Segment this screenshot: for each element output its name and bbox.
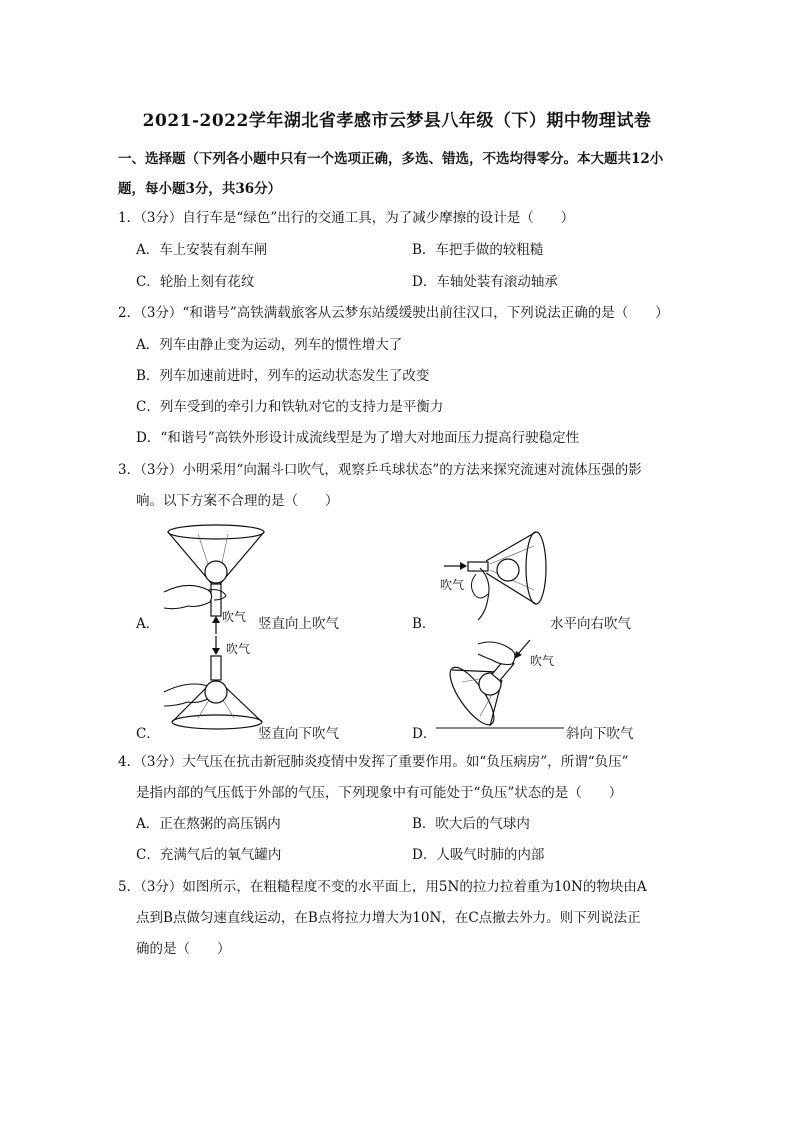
- figure-d-letter: D．: [412, 726, 437, 742]
- figure-c-funnel-down: [158, 634, 268, 732]
- q4-stem-line2: 是指内部的气压低于外部的气压，下列现象中有可能处于“负压”状态的是（ ）: [136, 785, 623, 801]
- section-heading: 一、选择题（下列各小题中只有一个选项正确，多选、错选，不选均得零分。本大题共12小题，每小题3分，共36分）: [118, 151, 664, 197]
- figure-c-letter: C．: [136, 726, 160, 742]
- figure-c-blow-label: 吹气: [226, 642, 251, 656]
- q4-option-c: C．充满气后的氧气罐内: [136, 847, 282, 863]
- q3-stem-line2: 响。以下方案不合理的是（ ）: [136, 493, 339, 509]
- q4-option-b: B．吹大后的气球内: [412, 816, 530, 832]
- q2-option-d: D．“和谐号”高铁外形设计成流线型是为了增大对地面压力提高行驶稳定性: [136, 430, 580, 446]
- figure-a-letter: A．: [136, 616, 160, 632]
- page-title: 2021-2022学年湖北省孝感市云梦县八年级（下）期中物理试卷: [142, 111, 652, 131]
- q1-stem: 1．（3分）自行车是“绿色”出行的交通工具，为了减少摩擦的设计是（ ）: [118, 210, 575, 226]
- q1-option-b: B．车把手做的较粗糙: [412, 242, 544, 258]
- q2-option-b: B．列车加速前进时，列车的运动状态发生了改变: [136, 368, 430, 384]
- figure-b-caption: 水平向右吹气: [550, 616, 631, 632]
- q2-stem: 2．（3分）“和谐号”高铁满载旅客从云梦东站缓缓驶出前往汉口，下列说法正确的是（ ）: [118, 305, 669, 321]
- q2-option-c: C．列车受到的牵引力和铁轨对它的支持力是平衡力: [136, 399, 444, 415]
- figure-a-blow-label: 吹气: [222, 610, 247, 624]
- figure-b-letter: B．: [412, 616, 436, 632]
- figure-a-funnel-up: [158, 522, 268, 637]
- q5-stem-line3: 确的是（ ）: [136, 941, 231, 957]
- q1-option-a: A．车上安装有刹车闸: [136, 242, 268, 258]
- q5-stem-line1: 5．（3分）如图所示，在粗糙程度不变的水平面上，用5N的拉力拉着重为10N的物块由A: [118, 879, 647, 895]
- figure-a-caption: 竖直向上吹气: [258, 616, 339, 632]
- figure-d-caption: 斜向下吹气: [566, 726, 634, 742]
- figure-d-blow-label: 吹气: [530, 654, 555, 668]
- q2-option-a: A．列车由静止变为运动，列车的惯性增大了: [136, 337, 403, 353]
- q1-option-d: D．车轴处装有滚动轴承: [412, 274, 558, 290]
- figure-d-funnel-slanted: [432, 634, 567, 734]
- q4-stem-line1: 4．（3分）大气压在抗击新冠肺炎疫情中发挥了重要作用。如“负压病房”，所谓“负压”: [118, 754, 629, 770]
- q3-stem-line1: 3．（3分）小明采用“向漏斗口吹气，观察乒乓球状态”的方法来探究流速对流体压强的影: [118, 462, 642, 478]
- figure-b-blow-label: 吹气: [440, 578, 465, 592]
- figure-c-caption: 竖直向下吹气: [258, 726, 339, 742]
- q5-stem-line2: 点到B点做匀速直线运动，在B点将拉力增大为10N，在C点撤去外力。则下列说法正: [136, 910, 641, 926]
- q4-option-d: D．人吸气时肺的内部: [412, 847, 545, 863]
- q1-option-c: C．轮胎上刻有花纹: [136, 274, 255, 290]
- q4-option-a: A．正在熬粥的高压锅内: [136, 816, 281, 832]
